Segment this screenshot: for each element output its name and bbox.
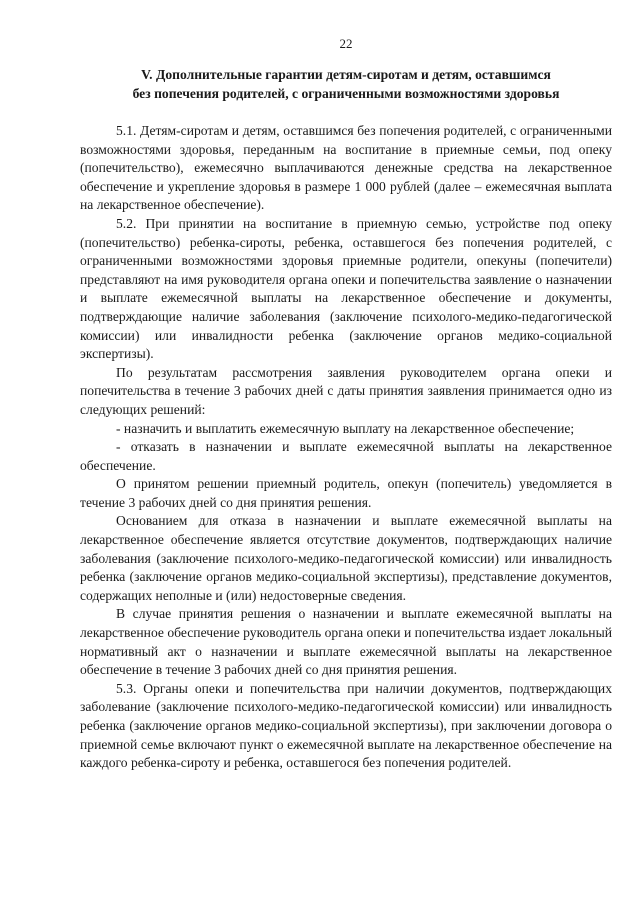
paragraph-review-result: По результатам рассмотрения заявления руководителем органа опеки и попечительства в течение 3 рабочих дней с даты принятия заявления принимается одно из следующих решений:	[80, 364, 612, 417]
paragraph-local-act: В случае принятия решения о назначении и выплате ежемесячной выплаты на лекарственное обеспечение руководитель органа опеки и попечительства издает локальный нормативный акт о назначении и выплате ежемесячной выплаты на лекарственное обеспечение в течение 3 рабочих дней со дня принятия решения.	[80, 606, 612, 678]
paragraph-decision-refuse: - отказать в назначении и выплате ежемесячной выплаты на лекарственное обеспечение.	[80, 439, 612, 473]
paragraph-5-2: 5.2. При принятии на воспитание в приемную семью, устройстве под опеку (попечительство) ребенка-сироты, ребенка, оставшегося без попечения родителей, с ограниченными возможностями здоровья приемные родители, опекуны (попечители) представляют на имя руководителя органа опеки и попечительства заявление о назначении и выплате ежемесячной выплаты на лекарственное обеспечение и документы, подтверждающие наличие заболевания (заключение психолого-медико-педагогической комиссии) или инвалидности ребенка (заключение органов медико-социальной экспертизы).	[80, 215, 612, 362]
page-number: 22	[339, 36, 353, 51]
paragraph-5-1: 5.1. Детям-сиротам и детям, оставшимся без попечения родителей, с ограниченными возможностями здоровья, переданным на воспитание в приемные семьи, под опеку (попечительство), ежемесячно выплачиваются денежные средства на лекарственное обеспечение и укрепление здоровья в размере 1 000 рублей (далее – ежемесячная выплата на лекарственное обеспечение).	[80, 123, 612, 213]
section-heading-line-1: V. Дополнительные гарантии детям-сиротам и детям, оставшимся	[141, 67, 551, 82]
paragraph-refusal-grounds: Основанием для отказа в назначении и выплате ежемесячной выплаты на лекарственное обеспечение является отсутствие документов, подтверждающих наличие заболевания (заключение психолого-медико-педагогической комиссии) или инвалидность ребенка (заключение органов медико-социальной экспертизы), представление документов, содержащих неполные и (или) недостоверные сведения.	[80, 513, 612, 603]
paragraph-5-3: 5.3. Органы опеки и попечительства при наличии документов, подтверждающих заболевание (заключение психолого-медико-педагогической комиссии) или инвалидность ребенка (заключение органов медико-социальной экспертизы), при заключении договора о приемной семье включают пункт о ежемесячной выплате на лекарственное обеспечение на каждого ребенка-сироту и ребенка, оставшегося без попечения родителей.	[80, 680, 612, 771]
document-body	[80, 122, 612, 773]
paragraph-notification: О принятом решении приемный родитель, опекун (попечитель) уведомляется в течение 3 рабочих дней со дня принятия решения.	[80, 476, 612, 510]
paragraph-decision-grant: - назначить и выплатить ежемесячную выплату на лекарственное обеспечение;	[116, 420, 575, 436]
section-heading-line-2: без попечения родителей, с ограниченными возможностями здоровья	[132, 85, 560, 101]
section-heading	[80, 66, 612, 103]
